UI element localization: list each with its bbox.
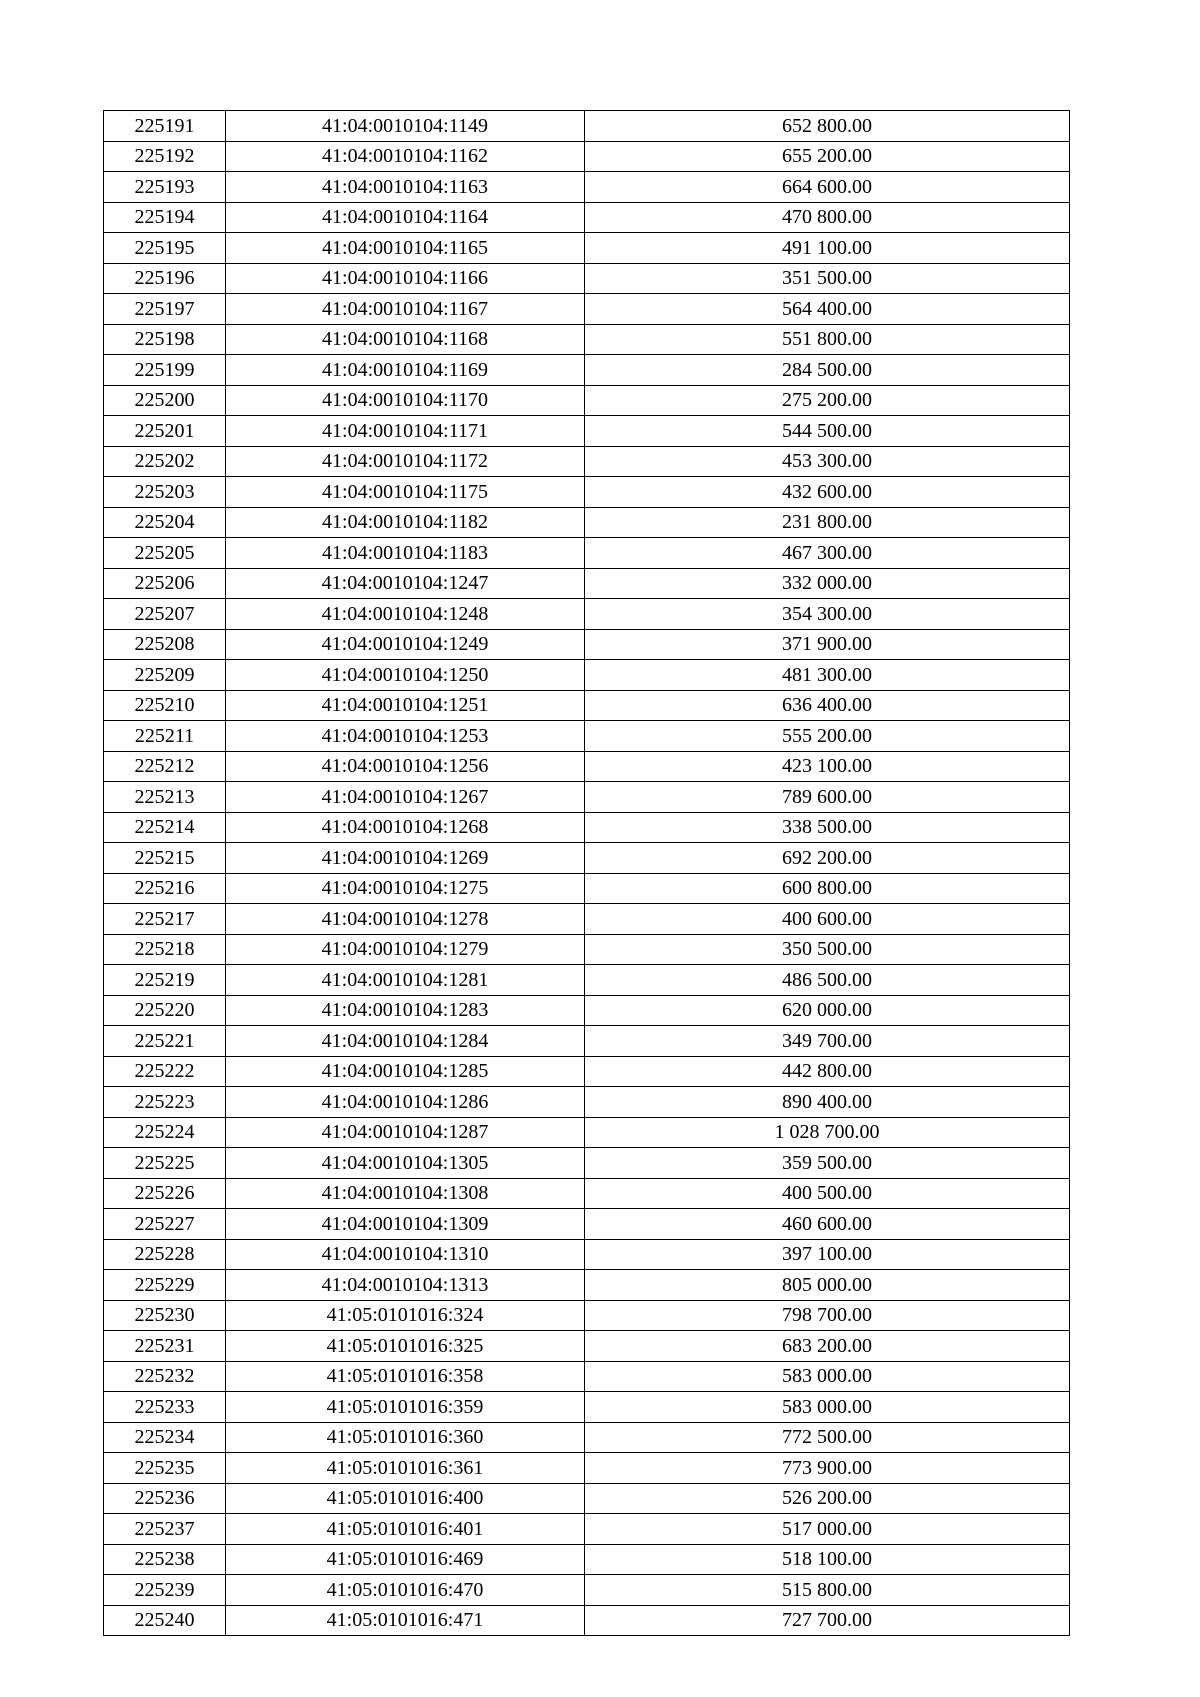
cadastral-value-cell: 515 800.00	[585, 1575, 1070, 1606]
table-row	[104, 1209, 1070, 1240]
cadastral-value-cell: 432 600.00	[585, 477, 1070, 508]
cadastral-value-cell: 400 600.00	[585, 904, 1070, 935]
cadastral-value-cell: 351 500.00	[585, 263, 1070, 294]
cadastral-number-cell: 41:04:0010104:1168	[226, 324, 585, 355]
table-row	[104, 1331, 1070, 1362]
cadastral-number-cell: 41:05:0101016:325	[226, 1331, 585, 1362]
cadastral-value-cell: 518 100.00	[585, 1544, 1070, 1575]
cadastral-number-cell: 41:05:0101016:360	[226, 1422, 585, 1453]
cadastral-number-cell: 41:04:0010104:1170	[226, 385, 585, 416]
table-row	[104, 477, 1070, 508]
cadastral-number-cell: 41:04:0010104:1162	[226, 141, 585, 172]
cadastral-value-cell: 231 800.00	[585, 507, 1070, 538]
table-row	[104, 1422, 1070, 1453]
cadastral-number-cell: 41:04:0010104:1278	[226, 904, 585, 935]
cadastral-number-cell: 41:04:0010104:1248	[226, 599, 585, 630]
row-number-cell: 225221	[104, 1026, 226, 1057]
row-number-cell: 225206	[104, 568, 226, 599]
row-number-cell: 225226	[104, 1178, 226, 1209]
table-row	[104, 324, 1070, 355]
cadastral-value-cell: 600 800.00	[585, 873, 1070, 904]
cadastral-number-cell: 41:04:0010104:1268	[226, 812, 585, 843]
table-row	[104, 1605, 1070, 1636]
table-row	[104, 1453, 1070, 1484]
row-number-cell: 225240	[104, 1605, 226, 1636]
cadastral-value-cell: 620 000.00	[585, 995, 1070, 1026]
row-number-cell: 225201	[104, 416, 226, 447]
row-number-cell: 225233	[104, 1392, 226, 1423]
cadastral-number-cell: 41:04:0010104:1310	[226, 1239, 585, 1270]
table-row	[104, 507, 1070, 538]
cadastral-value-cell: 275 200.00	[585, 385, 1070, 416]
row-number-cell: 225223	[104, 1087, 226, 1118]
table-row	[104, 1300, 1070, 1331]
cadastral-value-cell: 423 100.00	[585, 751, 1070, 782]
cadastral-value-cell: 397 100.00	[585, 1239, 1070, 1270]
table-row	[104, 995, 1070, 1026]
cadastral-number-cell: 41:04:0010104:1286	[226, 1087, 585, 1118]
row-number-cell: 225195	[104, 233, 226, 264]
cadastral-value-cell: 517 000.00	[585, 1514, 1070, 1545]
cadastral-number-cell: 41:04:0010104:1267	[226, 782, 585, 813]
row-number-cell: 225192	[104, 141, 226, 172]
cadastral-value-cell: 526 200.00	[585, 1483, 1070, 1514]
cadastral-value-cell: 655 200.00	[585, 141, 1070, 172]
row-number-cell: 225215	[104, 843, 226, 874]
cadastral-number-cell: 41:05:0101016:359	[226, 1392, 585, 1423]
table-row	[104, 1392, 1070, 1423]
table-row	[104, 233, 1070, 264]
row-number-cell: 225218	[104, 934, 226, 965]
cadastral-number-cell: 41:04:0010104:1249	[226, 629, 585, 660]
row-number-cell: 225235	[104, 1453, 226, 1484]
cadastral-number-cell: 41:05:0101016:324	[226, 1300, 585, 1331]
cadastral-number-cell: 41:05:0101016:401	[226, 1514, 585, 1545]
row-number-cell: 225211	[104, 721, 226, 752]
cadastral-value-cell: 354 300.00	[585, 599, 1070, 630]
table-row	[104, 1361, 1070, 1392]
cadastral-number-cell: 41:04:0010104:1250	[226, 660, 585, 691]
table-row	[104, 1239, 1070, 1270]
table-row	[104, 782, 1070, 813]
table-row	[104, 1270, 1070, 1301]
row-number-cell: 225216	[104, 873, 226, 904]
table-row	[104, 1544, 1070, 1575]
row-number-cell: 225236	[104, 1483, 226, 1514]
cadastral-number-cell: 41:05:0101016:469	[226, 1544, 585, 1575]
row-number-cell: 225238	[104, 1544, 226, 1575]
table-row	[104, 385, 1070, 416]
cadastral-number-cell: 41:04:0010104:1285	[226, 1056, 585, 1087]
cadastral-value-cell: 481 300.00	[585, 660, 1070, 691]
row-number-cell: 225227	[104, 1209, 226, 1240]
row-number-cell: 225220	[104, 995, 226, 1026]
cadastral-number-cell: 41:04:0010104:1171	[226, 416, 585, 447]
row-number-cell: 225203	[104, 477, 226, 508]
table-row	[104, 416, 1070, 447]
row-number-cell: 225214	[104, 812, 226, 843]
cadastral-value-cell: 583 000.00	[585, 1361, 1070, 1392]
cadastral-number-cell: 41:04:0010104:1287	[226, 1117, 585, 1148]
cadastral-number-cell: 41:04:0010104:1253	[226, 721, 585, 752]
table-row	[104, 843, 1070, 874]
table-row	[104, 263, 1070, 294]
table-row	[104, 1056, 1070, 1087]
table-row	[104, 1483, 1070, 1514]
table-row	[104, 873, 1070, 904]
row-number-cell: 225196	[104, 263, 226, 294]
cadastral-number-cell: 41:04:0010104:1172	[226, 446, 585, 477]
cadastral-number-cell: 41:04:0010104:1313	[226, 1270, 585, 1301]
cadastral-number-cell: 41:04:0010104:1247	[226, 568, 585, 599]
table-row	[104, 538, 1070, 569]
row-number-cell: 225217	[104, 904, 226, 935]
row-number-cell: 225225	[104, 1148, 226, 1179]
table-row	[104, 1087, 1070, 1118]
cadastral-value-cell: 805 000.00	[585, 1270, 1070, 1301]
row-number-cell: 225204	[104, 507, 226, 538]
cadastral-value-cell: 467 300.00	[585, 538, 1070, 569]
table-row	[104, 629, 1070, 660]
cadastral-number-cell: 41:04:0010104:1309	[226, 1209, 585, 1240]
cadastral-number-cell: 41:04:0010104:1149	[226, 111, 585, 142]
table-row	[104, 934, 1070, 965]
row-number-cell: 225229	[104, 1270, 226, 1301]
cadastral-value-table	[103, 110, 1070, 1636]
cadastral-value-cell: 442 800.00	[585, 1056, 1070, 1087]
cadastral-value-cell: 486 500.00	[585, 965, 1070, 996]
table-row	[104, 1026, 1070, 1057]
row-number-cell: 225205	[104, 538, 226, 569]
table-row	[104, 965, 1070, 996]
cadastral-number-cell: 41:05:0101016:361	[226, 1453, 585, 1484]
table-row	[104, 1148, 1070, 1179]
cadastral-value-cell: 350 500.00	[585, 934, 1070, 965]
cadastral-value-cell: 332 000.00	[585, 568, 1070, 599]
cadastral-number-cell: 41:04:0010104:1182	[226, 507, 585, 538]
cadastral-value-cell: 551 800.00	[585, 324, 1070, 355]
row-number-cell: 225209	[104, 660, 226, 691]
table-row	[104, 141, 1070, 172]
row-number-cell: 225228	[104, 1239, 226, 1270]
cadastral-value-cell: 491 100.00	[585, 233, 1070, 264]
cadastral-value-cell: 453 300.00	[585, 446, 1070, 477]
cadastral-number-cell: 41:05:0101016:358	[226, 1361, 585, 1392]
cadastral-value-cell: 683 200.00	[585, 1331, 1070, 1362]
row-number-cell: 225197	[104, 294, 226, 325]
cadastral-value-cell: 798 700.00	[585, 1300, 1070, 1331]
row-number-cell: 225234	[104, 1422, 226, 1453]
cadastral-value-cell: 564 400.00	[585, 294, 1070, 325]
row-number-cell: 225212	[104, 751, 226, 782]
row-number-cell: 225191	[104, 111, 226, 142]
table-row	[104, 721, 1070, 752]
cadastral-number-cell: 41:04:0010104:1183	[226, 538, 585, 569]
cadastral-number-cell: 41:05:0101016:470	[226, 1575, 585, 1606]
cadastral-number-cell: 41:04:0010104:1251	[226, 690, 585, 721]
table-row	[104, 1117, 1070, 1148]
cadastral-number-cell: 41:04:0010104:1165	[226, 233, 585, 264]
table-row	[104, 355, 1070, 386]
row-number-cell: 225222	[104, 1056, 226, 1087]
cadastral-number-cell: 41:04:0010104:1281	[226, 965, 585, 996]
table-row	[104, 690, 1070, 721]
cadastral-value-cell: 664 600.00	[585, 172, 1070, 203]
row-number-cell: 225207	[104, 599, 226, 630]
table-row	[104, 1178, 1070, 1209]
table-body	[104, 111, 1070, 1636]
cadastral-value-cell: 460 600.00	[585, 1209, 1070, 1240]
cadastral-value-cell: 727 700.00	[585, 1605, 1070, 1636]
row-number-cell: 225239	[104, 1575, 226, 1606]
row-number-cell: 225224	[104, 1117, 226, 1148]
row-number-cell: 225210	[104, 690, 226, 721]
table-row	[104, 599, 1070, 630]
row-number-cell: 225194	[104, 202, 226, 233]
cadastral-number-cell: 41:05:0101016:400	[226, 1483, 585, 1514]
cadastral-number-cell: 41:04:0010104:1284	[226, 1026, 585, 1057]
cadastral-value-cell: 544 500.00	[585, 416, 1070, 447]
cadastral-number-cell: 41:04:0010104:1166	[226, 263, 585, 294]
row-number-cell: 225231	[104, 1331, 226, 1362]
table-row	[104, 446, 1070, 477]
cadastral-number-cell: 41:04:0010104:1279	[226, 934, 585, 965]
cadastral-number-cell: 41:04:0010104:1269	[226, 843, 585, 874]
row-number-cell: 225208	[104, 629, 226, 660]
cadastral-value-cell: 773 900.00	[585, 1453, 1070, 1484]
table-row	[104, 660, 1070, 691]
cadastral-value-cell: 636 400.00	[585, 690, 1070, 721]
table-row	[104, 1575, 1070, 1606]
table-row	[104, 904, 1070, 935]
cadastral-number-cell: 41:04:0010104:1256	[226, 751, 585, 782]
table-row	[104, 111, 1070, 142]
cadastral-value-cell: 1 028 700.00	[585, 1117, 1070, 1148]
table-row	[104, 568, 1070, 599]
cadastral-number-cell: 41:04:0010104:1283	[226, 995, 585, 1026]
row-number-cell: 225237	[104, 1514, 226, 1545]
row-number-cell: 225230	[104, 1300, 226, 1331]
cadastral-value-cell: 772 500.00	[585, 1422, 1070, 1453]
row-number-cell: 225232	[104, 1361, 226, 1392]
row-number-cell: 225200	[104, 385, 226, 416]
row-number-cell: 225202	[104, 446, 226, 477]
cadastral-value-cell: 349 700.00	[585, 1026, 1070, 1057]
cadastral-value-cell: 371 900.00	[585, 629, 1070, 660]
cadastral-number-cell: 41:04:0010104:1175	[226, 477, 585, 508]
row-number-cell: 225219	[104, 965, 226, 996]
cadastral-value-cell: 789 600.00	[585, 782, 1070, 813]
cadastral-number-cell: 41:05:0101016:471	[226, 1605, 585, 1636]
cadastral-value-cell: 359 500.00	[585, 1148, 1070, 1179]
row-number-cell: 225213	[104, 782, 226, 813]
cadastral-number-cell: 41:04:0010104:1163	[226, 172, 585, 203]
cadastral-number-cell: 41:04:0010104:1169	[226, 355, 585, 386]
cadastral-value-cell: 692 200.00	[585, 843, 1070, 874]
table-row	[104, 751, 1070, 782]
cadastral-number-cell: 41:04:0010104:1305	[226, 1148, 585, 1179]
cadastral-value-cell: 555 200.00	[585, 721, 1070, 752]
table-row	[104, 202, 1070, 233]
cadastral-number-cell: 41:04:0010104:1167	[226, 294, 585, 325]
cadastral-number-cell: 41:04:0010104:1275	[226, 873, 585, 904]
cadastral-number-cell: 41:04:0010104:1164	[226, 202, 585, 233]
cadastral-value-cell: 338 500.00	[585, 812, 1070, 843]
row-number-cell: 225193	[104, 172, 226, 203]
cadastral-value-cell: 470 800.00	[585, 202, 1070, 233]
row-number-cell: 225199	[104, 355, 226, 386]
table-row	[104, 812, 1070, 843]
table-row	[104, 172, 1070, 203]
table-row	[104, 1514, 1070, 1545]
cadastral-value-cell: 284 500.00	[585, 355, 1070, 386]
cadastral-value-cell: 400 500.00	[585, 1178, 1070, 1209]
table-row	[104, 294, 1070, 325]
cadastral-value-cell: 890 400.00	[585, 1087, 1070, 1118]
row-number-cell: 225198	[104, 324, 226, 355]
cadastral-value-cell: 652 800.00	[585, 111, 1070, 142]
cadastral-value-cell: 583 000.00	[585, 1392, 1070, 1423]
cadastral-number-cell: 41:04:0010104:1308	[226, 1178, 585, 1209]
